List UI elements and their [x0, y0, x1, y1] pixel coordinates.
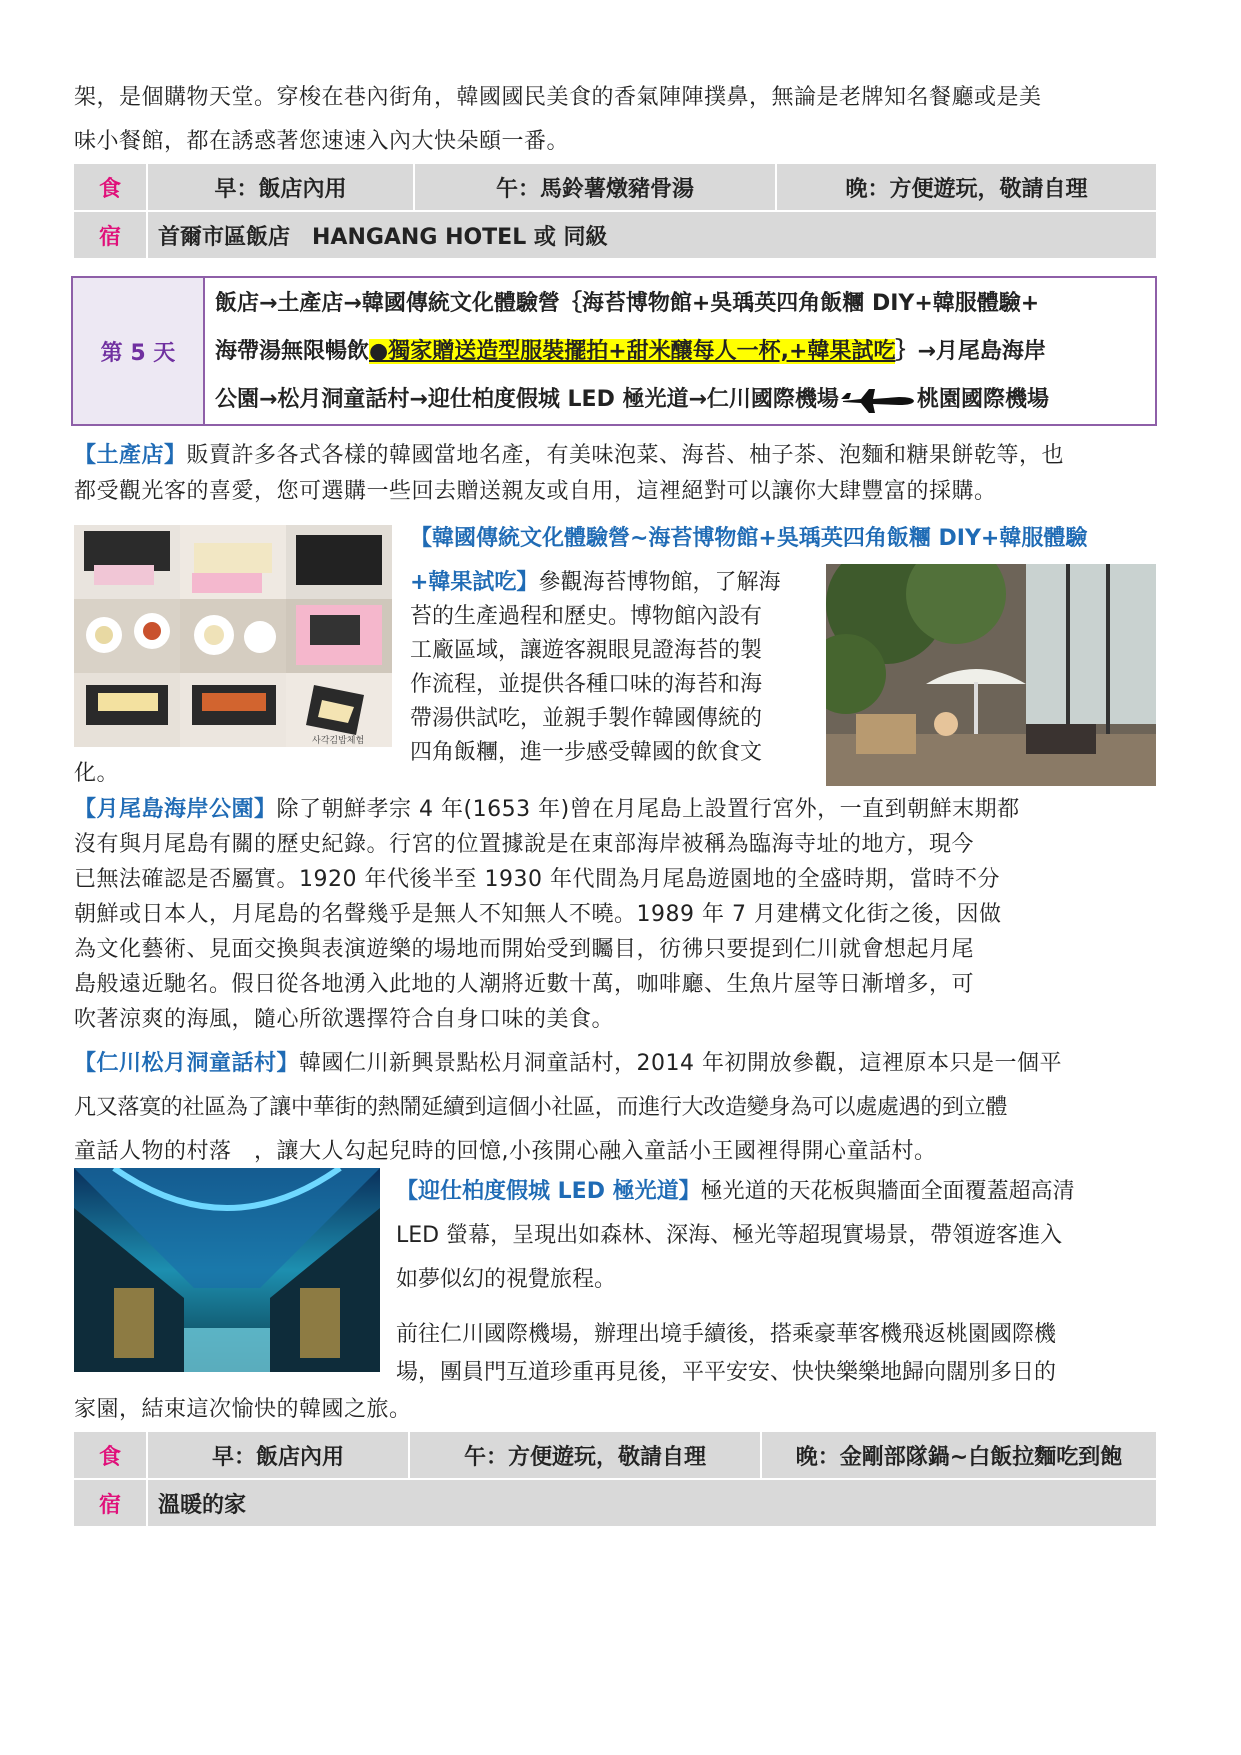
- dinner-cell: 晚：方便遊玩，敬請自理: [776, 163, 1157, 211]
- intro-line-1: 架，是個購物天堂。穿梭在巷內街角，韓國國民美食的香氣陣陣撲鼻，無論是老牌知名餐廳或是美: [74, 85, 1042, 110]
- culture-text: 四角飯糰，進一步感受韓國的飲食文: [410, 740, 763, 765]
- route-text: 公園→松月洞童話村→迎仕柏度假城 LED 極光道→仁川國際機場: [215, 387, 839, 412]
- songwol-line-2: 凡又落寞的社區為了讓中華街的熱鬧延續到這個小社區，而進行大改造變身為可以處處遇的到立體: [74, 1095, 1008, 1120]
- departure-text: 場，團員門互道珍重再見後，平平安安、快快樂樂地歸向闊別多日的: [396, 1360, 1057, 1385]
- souvenir-title: 【土產店】: [74, 443, 187, 468]
- food-label: 食: [73, 1431, 147, 1479]
- day5-route: [205, 278, 1155, 424]
- culture-text: 作流程，並提供各種口味的海苔和海: [410, 672, 763, 697]
- wolmido-line-4: 朝鮮或日本人，月尾島的名聲幾乎是無人不知無人不曉。1989 年 7 月建構文化街之後，因做: [74, 902, 1002, 927]
- wolmido-line-5: 為文化藝術、見面交換與表演遊樂的場地而開始受到矚目，彷彿只要提到仁川就會想起月尾: [74, 937, 975, 962]
- airplane-icon: [839, 385, 917, 415]
- culture-title: 【韓國傳統文化體驗營~海苔博物館+吳瑀英四角飯糰 DIY+韓服體驗: [410, 526, 1088, 551]
- departure-text-block: [396, 1316, 1158, 1392]
- souvenir-text: 販賣許多各式各樣的韓國當地名產，有美味泡菜、海苔、柚子茶、泡麵和糖果餅乾等，也: [186, 443, 1065, 468]
- songwol-line-3: 童話人物的村落 ，讓大人勾起兒時的回憶,小孩開心融入童話小王國裡得開心童話村。: [74, 1139, 937, 1164]
- culture-text: 帶湯供試吃，並親手製作韓國傳統的: [410, 706, 763, 731]
- led-aurora-photo: [74, 1168, 380, 1372]
- culture-title-tail: +韓果試吃】: [410, 570, 539, 595]
- led-text: 極光道的天花板與牆面全面覆蓋超高清: [700, 1179, 1075, 1204]
- photo-caption: 사각김밥체험: [312, 736, 365, 746]
- led-text-block: [396, 1170, 1158, 1302]
- led-title: 【迎仕柏度假城 LED 極光道】: [396, 1179, 701, 1204]
- wolmido-title: 【月尾島海岸公園】: [74, 797, 277, 822]
- day5-itinerary-box: [71, 276, 1157, 426]
- culture-text: 工廠區域，讓遊客親眼見證海苔的製: [410, 638, 763, 663]
- lunch-cell: 午：馬鈴薯燉豬骨湯: [414, 163, 776, 211]
- food-label: 食: [73, 163, 147, 211]
- day5-label: 第 5 天: [73, 278, 205, 424]
- culture-body: [410, 566, 816, 770]
- hotel-cell: 首爾市區飯店 HANGANG HOTEL 或 同級: [147, 211, 1157, 259]
- culture-text: 苔的生產過程和歷史。博物館內設有: [410, 604, 763, 629]
- day5-route-line-3: [215, 376, 1145, 424]
- wolmido-line-3: 已無法確認是否屬實。1920 年代後半至 1930 年代間為月尾島遊園地的全盛時期，當時不分: [74, 867, 1000, 892]
- hotel-cell: 溫暖的家: [147, 1479, 1157, 1527]
- breakfast-cell: 早：飯店內用: [147, 163, 414, 211]
- souvenir-line-1: [74, 438, 1154, 473]
- culture-text: 參觀海苔博物館，了解海: [538, 570, 781, 595]
- songwol-text: 韓國仁川新興景點松月洞童話村，2014 年初開放參觀，這裡原本只是一個平: [299, 1051, 1062, 1076]
- breakfast-cell: 早：飯店內用: [147, 1431, 409, 1479]
- meal-table-day4: [72, 162, 1158, 260]
- culture-text-end: 化。: [74, 761, 120, 786]
- wolmido-line-6: 島般遠近馳名。假日從各地湧入此地的人潮將近數十萬，咖啡廳、生魚片屋等日漸增多，可: [74, 972, 975, 997]
- wolmido-line-2: 沒有與月尾島有關的歷史紀錄。行宮的位置據說是在東部海岸被稱為臨海寺址的地方，現今: [74, 832, 975, 857]
- souvenir-line-2: 都受觀光客的喜愛，您可選購一些回去贈送親友或自用，這裡絕對可以讓你大肆豐富的採購。: [74, 479, 997, 504]
- intro-line-2: 味小餐館，都在誘惑著您速速入內大快朵頤一番。: [74, 129, 570, 154]
- led-text: LED 螢幕，呈現出如森林、深海、極光等超現實場景，帶領遊客進入: [396, 1223, 1063, 1248]
- route-text: ｝→月尾島海岸: [895, 339, 1046, 364]
- day5-route-line-1: 飯店→土產店→韓國傳統文化體驗營｛海苔博物館+吳瑀英四角飯糰 DIY+韓服體驗+: [215, 291, 1040, 316]
- meal-table-day5: [72, 1430, 1158, 1528]
- culture-title-line-1: [410, 521, 1087, 557]
- songwol-line-1: [74, 1046, 1154, 1081]
- route-text: 桃園國際機場: [916, 387, 1049, 412]
- led-text: 如夢似幻的視覺旅程。: [396, 1267, 617, 1292]
- departure-text-end: 家園，結束這次愉快的韓國之旅。: [74, 1397, 412, 1422]
- exclusive-highlight: ●獨家贈送造型服裝擺拍+甜米釀每人一杯,+韓果試吃: [369, 339, 896, 364]
- stay-label: 宿: [73, 1479, 147, 1527]
- wolmido-line-7: 吹著涼爽的海風，隨心所欲選擇符合自身口味的美食。: [74, 1007, 615, 1032]
- museum-interior-photo: [826, 564, 1156, 786]
- route-text: 海帶湯無限暢飲: [215, 339, 370, 364]
- day5-route-line-2: [215, 328, 1145, 376]
- dinner-cell: 晚：金剛部隊鍋~白飯拉麵吃到飽: [761, 1431, 1157, 1479]
- stay-label: 宿: [73, 211, 147, 259]
- departure-text: 前往仁川國際機場，辦理出境手續後，搭乘豪華客機飛返桃園國際機: [396, 1322, 1057, 1347]
- gimbap-photo-collage: [74, 525, 392, 747]
- songwol-title: 【仁川松月洞童話村】: [74, 1051, 300, 1076]
- lunch-cell: 午：方便遊玩，敬請自理: [409, 1431, 761, 1479]
- wolmido-text: 除了朝鮮孝宗 4 年(1653 年)曾在月尾島上設置行宮外，一直到朝鮮末期都: [276, 797, 1020, 822]
- wolmido-line-1: [74, 792, 1154, 827]
